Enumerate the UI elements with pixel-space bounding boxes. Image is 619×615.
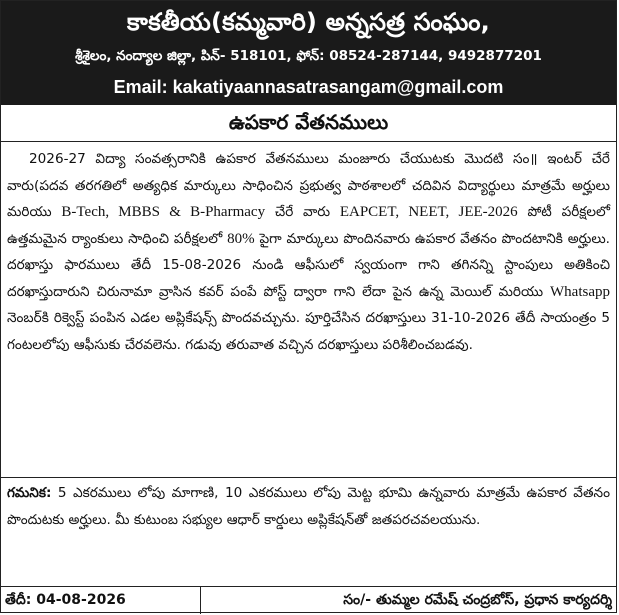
header-banner	[1, 1, 616, 105]
body-text-part: నెంబర్‌కి రిక్వెస్ట్ పంపిన ఎడల అప్లికేషన్స్ పొందవచ్చును. పూర్తిచేసిన దరఖాస్తులు 31-10-2026 తేదీ సాయంత్రం 5 గంటలలోపు ఆఫీసుకు చేరవలెను. గడువు తరువాత వచ్చిన దరఖాస్తులు పరిశీలించబడవు.	[7, 310, 610, 353]
note-divider	[1, 477, 616, 478]
signatory: సం/- తుమ్మల రమేష్ చంద్రబోస్, ప్రధాన కార్యదర్శి	[343, 592, 612, 608]
body-text-part: చేరే వారు	[265, 204, 340, 220]
note-text: 5 ఎకరములు లోపు మాగాణి, 10 ఎకరములు లోపు మెట్ట భూమి ఉన్నవారు మాత్రమే ఉపకార వేతనం పొందుటకు అర్హులు. మీ కుటుంబ సభ్యుల ఆధార్ కార్డులు అప్లికేషన్‌తో జతపరచవలయును.	[7, 485, 610, 528]
body-text-part: పోటీ పరీక్షలలో ఉత్తమమైన ర్యాంకులు సాధించి పరీక్షలలో	[7, 204, 611, 247]
notice-date: తేదీ: 04-08-2026	[1, 587, 201, 614]
notice-title: ఉపకార వేతనములు	[228, 110, 389, 134]
title-divider	[1, 141, 616, 142]
percentage-text: 80%	[227, 230, 255, 247]
whatsapp-text: Whatsapp	[550, 283, 610, 300]
note-section	[7, 480, 610, 533]
entrance-exams-text: EAPCET, NEET, JEE-2026	[339, 204, 518, 220]
contact-address-line: శ్రీశైలం, నంద్యాల జిల్లా, పిన్- 518101, ఫోన్: 08524-287144, 9492877201	[75, 48, 542, 64]
body-text-part: 2026-27 విద్యా సంవత్సరానికి ఉపకార వేతనములు మంజూరు చేయుటకు మొదటి సం॥ ఇంటర్ చేరే వారు(పదవ తరగతిలో అత్యధిక మార్కులు సాధించిన ప్రభుత్వ పాఠశాలలో చదివిన విద్యార్థులు మాత్రమే అర్హులు మరియు	[7, 151, 610, 220]
email-address: Email: kakatiyaannasatrasangam@gmail.com	[113, 77, 504, 97]
courses-text: B-Tech, MBBS & B-Pharmacy	[61, 204, 266, 220]
notice-body	[7, 146, 610, 358]
note-label: గమనిక:	[7, 485, 52, 501]
body-text-part: పైగా మార్కులు పొందినవారు ఉపకార వేతనం పొందటానికి అర్హులు. దరఖాస్తు ఫారములు తేదీ 15-08-2026 నుండి ఆఫీసులో స్వయంగా గాని తగినన్ని స్టాంపులు అతికించి దరఖాస్తుదారుని చిరునామా వ్రాసిన కవర్ పంపే పోస్ట్ ద్వారా గాని లేదా పైన ఉన్న మెయిల్ మరియు	[7, 230, 611, 300]
footer	[1, 587, 616, 614]
organization-name: కాకతీయ(కమ్మవారి) అన్నసత్ర సంఘం,	[127, 8, 490, 36]
